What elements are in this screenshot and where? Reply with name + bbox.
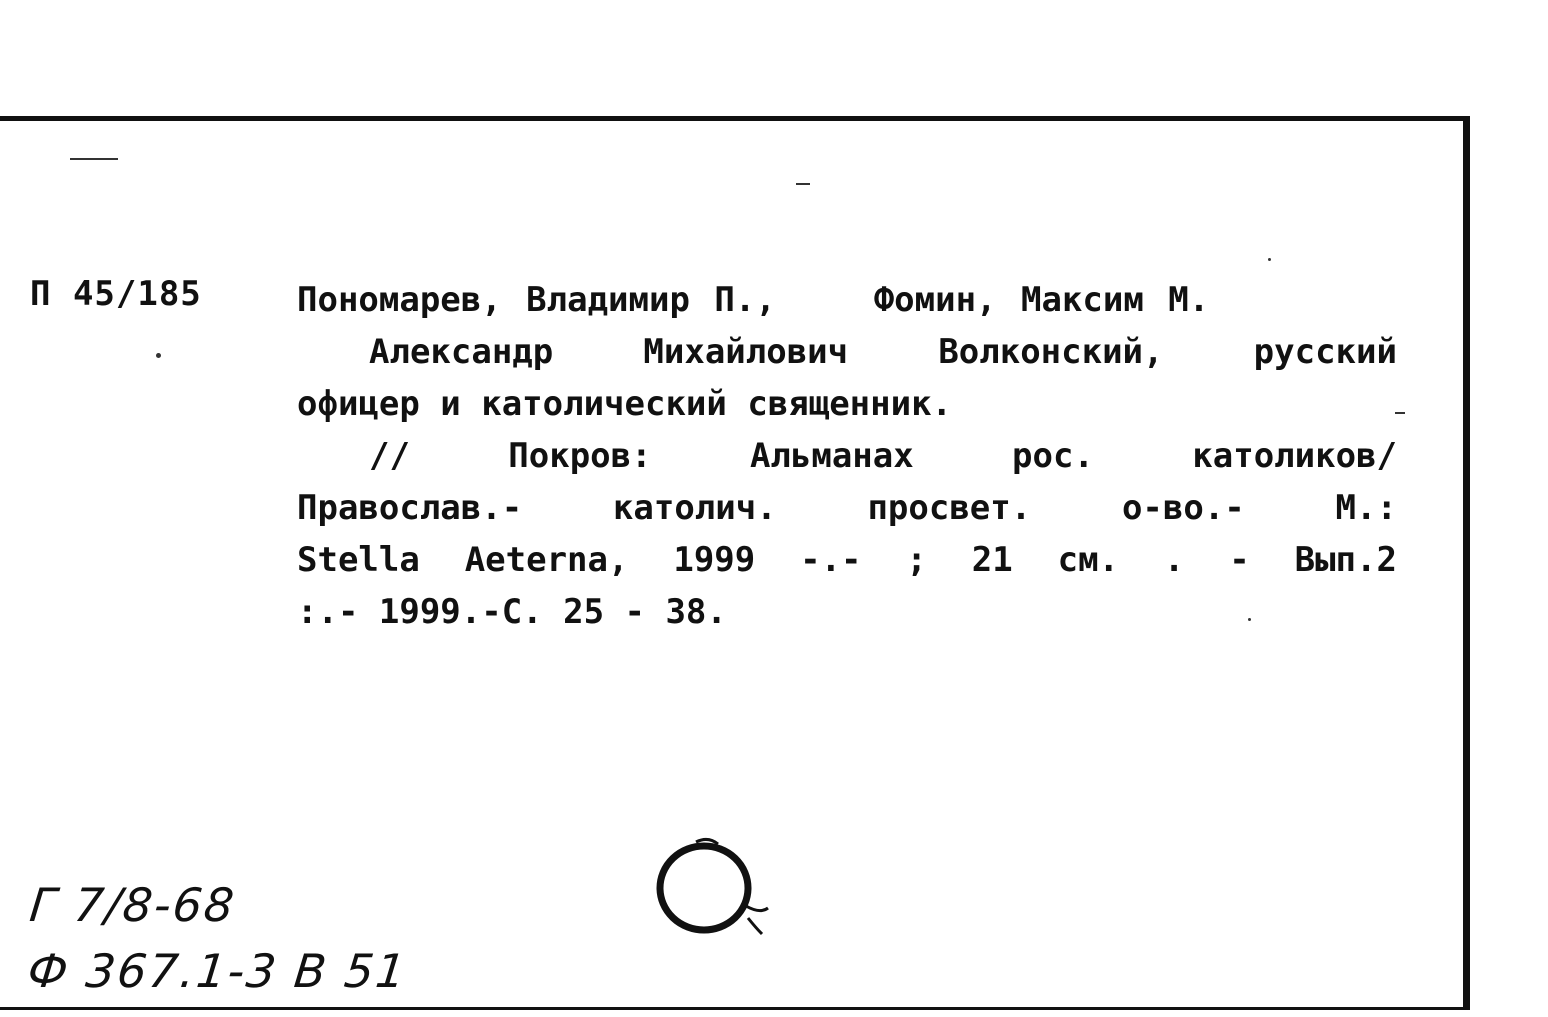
entry-line-5 — [297, 482, 1397, 534]
entry-line-6-word: 21 — [971, 540, 1013, 580]
entry-line-6-word: Stella — [297, 540, 420, 580]
entry-line-6-word: ; — [906, 540, 927, 580]
entry-line-7-text: :.- 1999.-С. 25 - 38. — [297, 592, 727, 632]
entry-line-1-part-1: Пономарев, Владимир П., — [297, 280, 776, 320]
handwritten-code-1: Г 7/8-68 — [27, 878, 239, 932]
entry-line-2-word: русский — [1253, 332, 1397, 372]
speck — [156, 353, 161, 358]
speck — [1395, 412, 1405, 414]
entry-line-2 — [297, 326, 1397, 378]
entry-line-5-word: католич. — [612, 488, 777, 528]
entry-line-5-word: М.: — [1335, 488, 1397, 528]
speck — [1248, 618, 1251, 621]
entry-line-4-word: рос. — [1012, 436, 1094, 476]
entry-line-4-word: // — [369, 436, 410, 476]
circle-stamp-icon — [652, 836, 772, 948]
entry-line-2-word: Волконский, — [938, 332, 1164, 372]
entry-line-2-word: Михайлович — [643, 332, 849, 372]
entry-line-6-word: Вып.2 — [1294, 540, 1397, 580]
entry-line-3-text: офицер и католический священник. — [297, 384, 953, 424]
entry-line-5-word: просвет. — [867, 488, 1032, 528]
entry-line-5-word: о-во.- — [1121, 488, 1245, 528]
entry-line-6 — [297, 534, 1397, 586]
entry-line-6-word: . — [1163, 540, 1185, 580]
entry-line-7 — [297, 586, 1397, 638]
entry-line-5-word: Православ.- — [297, 488, 523, 528]
entry-line-6-word: -.- — [800, 540, 862, 580]
entry-line-4-word: Покров: — [508, 436, 652, 476]
entry-line-6-word: 1999 — [673, 540, 756, 580]
entry-line-4-word: католиков/ — [1192, 436, 1397, 476]
entry-line-6-word: см. — [1057, 540, 1120, 580]
entry-line-6-word: - — [1229, 540, 1250, 580]
entry-line-1 — [297, 274, 1397, 326]
entry-line-6-word: Aeterna, — [464, 540, 629, 580]
entry-line-1-part-2: Фомин, Максим М. — [873, 280, 1210, 320]
entry-line-3 — [297, 378, 1397, 430]
speck — [796, 183, 810, 185]
entry-line-2-word: Александр — [369, 332, 554, 372]
speck — [70, 158, 118, 160]
shelfmark: П 45/185 — [30, 274, 202, 314]
bibliographic-entry — [297, 274, 1397, 638]
entry-line-4 — [297, 430, 1397, 482]
speck — [1268, 258, 1271, 261]
entry-line-4-word: Альманах — [749, 436, 914, 476]
handwritten-code-2: Ф 367.1-3 В 51 — [25, 944, 410, 998]
